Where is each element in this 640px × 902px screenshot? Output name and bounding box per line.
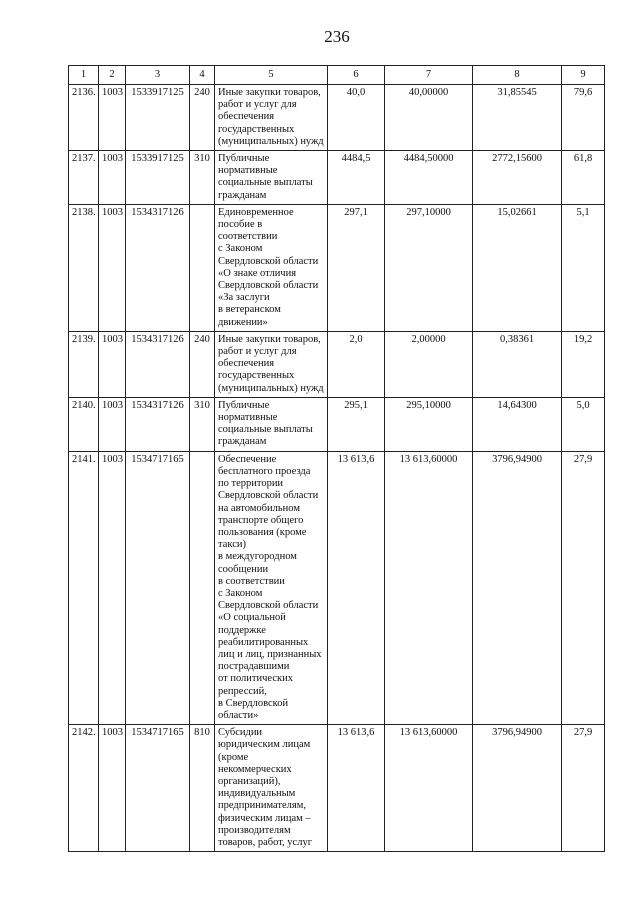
description-line: области» bbox=[218, 709, 259, 721]
approved-amount-cell: 295,1 bbox=[328, 397, 385, 451]
approved-amount-cell: 13 613,6 bbox=[328, 725, 385, 852]
expense-type-cell: 240 bbox=[190, 85, 215, 151]
description-line: физическим лицам – bbox=[218, 812, 311, 824]
description-cell bbox=[215, 331, 328, 397]
target-article-cell: 1534317126 bbox=[126, 331, 190, 397]
description-line: «За заслуги bbox=[218, 292, 270, 304]
description-line: работ и услуг для bbox=[218, 99, 297, 111]
budget-table bbox=[68, 65, 605, 852]
approved-amount-cell: 4484,5 bbox=[328, 151, 385, 205]
description-line: бесплатного проезда bbox=[218, 465, 311, 477]
description-line: поддержке bbox=[218, 624, 266, 636]
percent-cell: 5,1 bbox=[562, 204, 605, 331]
description-line: в Свердловской bbox=[218, 697, 289, 709]
header-row bbox=[69, 66, 605, 85]
description-line: в соответствии bbox=[218, 575, 285, 587]
column-header: 4 bbox=[190, 66, 215, 85]
description-line: Иные закупки товаров, bbox=[218, 87, 321, 98]
refined-amount-cell: 2,00000 bbox=[385, 331, 473, 397]
executed-amount-cell: 15,02661 bbox=[473, 204, 562, 331]
expense-type-cell: 310 bbox=[190, 397, 215, 451]
page-number: 236 bbox=[324, 27, 350, 46]
description-line: нормативные bbox=[218, 165, 278, 177]
description-line: Иные закупки товаров, bbox=[218, 333, 321, 345]
description-line: индивидуальным bbox=[218, 788, 296, 800]
description-line: в междугородном bbox=[218, 551, 297, 563]
table-row bbox=[69, 725, 605, 852]
executed-amount-cell: 3796,94900 bbox=[473, 451, 562, 724]
description-line: обеспечения bbox=[218, 111, 275, 123]
approved-amount-cell: 2,0 bbox=[328, 331, 385, 397]
description-line: «О социальной bbox=[218, 612, 286, 624]
target-article-cell: 1533917125 bbox=[126, 85, 190, 151]
description-line: государственных bbox=[218, 370, 295, 382]
section-code-cell: 1003 bbox=[99, 725, 126, 852]
description-cell bbox=[215, 725, 328, 852]
description-cell bbox=[215, 451, 328, 724]
description-line: по территории bbox=[218, 478, 284, 490]
refined-amount-cell: 295,10000 bbox=[385, 397, 473, 451]
description-line: Свердловской области bbox=[218, 600, 319, 612]
description-line: обеспечения bbox=[218, 358, 275, 370]
description-line: на автомобильном bbox=[218, 502, 300, 514]
target-article-cell: 1533917125 bbox=[126, 151, 190, 205]
description-line: Свердловской области bbox=[218, 255, 319, 267]
row-number-cell: 2140. bbox=[69, 397, 99, 451]
column-header: 5 bbox=[215, 66, 328, 85]
refined-amount-cell: 40,00000 bbox=[385, 85, 473, 151]
table-row bbox=[69, 331, 605, 397]
description-line: такси) bbox=[218, 539, 246, 551]
expense-type-cell: 240 bbox=[190, 331, 215, 397]
approved-amount-cell: 297,1 bbox=[328, 204, 385, 331]
refined-amount-cell: 297,10000 bbox=[385, 204, 473, 331]
description-line: репрессий, bbox=[218, 685, 267, 697]
description-line: работ и услуг для bbox=[218, 346, 297, 358]
executed-amount-cell: 31,85545 bbox=[473, 85, 562, 151]
column-header: 9 bbox=[562, 66, 605, 85]
description-line: реабилитированных bbox=[218, 636, 309, 648]
row-number-cell: 2142. bbox=[69, 725, 99, 852]
row-number-cell: 2136. bbox=[69, 85, 99, 151]
refined-amount-cell: 13 613,60000 bbox=[385, 725, 473, 852]
row-number-cell: 2137. bbox=[69, 151, 99, 205]
row-number-cell: 2141. bbox=[69, 451, 99, 724]
description-cell bbox=[215, 397, 328, 451]
section-code-cell: 1003 bbox=[99, 451, 126, 724]
description-line: гражданам bbox=[218, 436, 267, 448]
expense-type-cell bbox=[190, 204, 215, 331]
description-line: Публичные bbox=[218, 399, 270, 411]
column-header: 8 bbox=[473, 66, 562, 85]
description-line: (муниципальных) нужд bbox=[218, 382, 324, 394]
section-code-cell: 1003 bbox=[99, 85, 126, 151]
percent-cell: 79,6 bbox=[562, 85, 605, 151]
description-line: транспорте общего bbox=[218, 514, 304, 526]
section-code-cell: 1003 bbox=[99, 397, 126, 451]
approved-amount-cell: 13 613,6 bbox=[328, 451, 385, 724]
section-code-cell: 1003 bbox=[99, 331, 126, 397]
expense-type-cell: 310 bbox=[190, 151, 215, 205]
column-header: 2 bbox=[99, 66, 126, 85]
description-line: государственных bbox=[218, 123, 295, 135]
expense-type-cell bbox=[190, 451, 215, 724]
row-number-cell: 2139. bbox=[69, 331, 99, 397]
description-line: (муниципальных) нужд bbox=[218, 135, 324, 147]
percent-cell: 61,8 bbox=[562, 151, 605, 205]
table-row bbox=[69, 85, 605, 151]
table-row bbox=[69, 397, 605, 451]
column-header: 6 bbox=[328, 66, 385, 85]
description-line: организаций), bbox=[218, 775, 281, 787]
table-row bbox=[69, 204, 605, 331]
description-line: от политических bbox=[218, 673, 293, 685]
description-line: пострадавшими bbox=[218, 661, 290, 673]
description-line: некоммерческих bbox=[218, 763, 292, 775]
description-line: юридическим лицам bbox=[218, 739, 311, 751]
approved-amount-cell: 40,0 bbox=[328, 85, 385, 151]
target-article-cell: 1534317126 bbox=[126, 397, 190, 451]
description-line: (кроме bbox=[218, 751, 249, 763]
description-line: социальные выплаты bbox=[218, 177, 313, 189]
table-row bbox=[69, 451, 605, 724]
description-line: в ветеранском bbox=[218, 304, 281, 316]
description-line: движении» bbox=[218, 316, 268, 328]
percent-cell: 27,9 bbox=[562, 451, 605, 724]
expense-type-cell: 810 bbox=[190, 725, 215, 852]
description-line: Публичные bbox=[218, 153, 270, 165]
section-code-cell: 1003 bbox=[99, 204, 126, 331]
description-cell bbox=[215, 85, 328, 151]
target-article-cell: 1534717165 bbox=[126, 451, 190, 724]
refined-amount-cell: 13 613,60000 bbox=[385, 451, 473, 724]
table-body bbox=[69, 85, 605, 852]
row-number-cell: 2138. bbox=[69, 204, 99, 331]
description-line: нормативные bbox=[218, 412, 278, 424]
refined-amount-cell: 4484,50000 bbox=[385, 151, 473, 205]
section-code-cell: 1003 bbox=[99, 151, 126, 205]
description-line: Единовременное bbox=[218, 206, 294, 218]
description-line: пособие в соответствии bbox=[218, 219, 278, 243]
description-line: пользования (кроме bbox=[218, 526, 307, 538]
description-line: с Законом bbox=[218, 587, 263, 599]
description-cell bbox=[215, 151, 328, 205]
description-line: с Законом bbox=[218, 243, 263, 255]
description-line: Субсидии bbox=[218, 727, 263, 739]
executed-amount-cell: 14,64300 bbox=[473, 397, 562, 451]
description-line: сообщении bbox=[218, 563, 269, 575]
description-line: Свердловской области bbox=[218, 490, 319, 502]
target-article-cell: 1534717165 bbox=[126, 725, 190, 852]
description-line: предпринимателям, bbox=[218, 800, 307, 812]
column-header: 3 bbox=[126, 66, 190, 85]
column-header: 7 bbox=[385, 66, 473, 85]
description-line: Свердловской области bbox=[218, 280, 319, 292]
description-line: социальные выплаты bbox=[218, 424, 313, 436]
description-line: Обеспечение bbox=[218, 453, 277, 465]
description-cell bbox=[215, 204, 328, 331]
target-article-cell: 1534317126 bbox=[126, 204, 190, 331]
percent-cell: 19,2 bbox=[562, 331, 605, 397]
percent-cell: 27,9 bbox=[562, 725, 605, 852]
description-line: «О знаке отличия bbox=[218, 267, 297, 279]
executed-amount-cell: 3796,94900 bbox=[473, 725, 562, 852]
description-line: товаров, работ, услуг bbox=[218, 836, 313, 848]
description-line: производителям bbox=[218, 824, 291, 836]
percent-cell: 5,0 bbox=[562, 397, 605, 451]
executed-amount-cell: 0,38361 bbox=[473, 331, 562, 397]
description-line: лиц и лиц, признанных bbox=[218, 648, 322, 660]
description-line: гражданам bbox=[218, 189, 267, 201]
column-header: 1 bbox=[69, 66, 99, 85]
executed-amount-cell: 2772,15600 bbox=[473, 151, 562, 205]
table-row bbox=[69, 151, 605, 205]
